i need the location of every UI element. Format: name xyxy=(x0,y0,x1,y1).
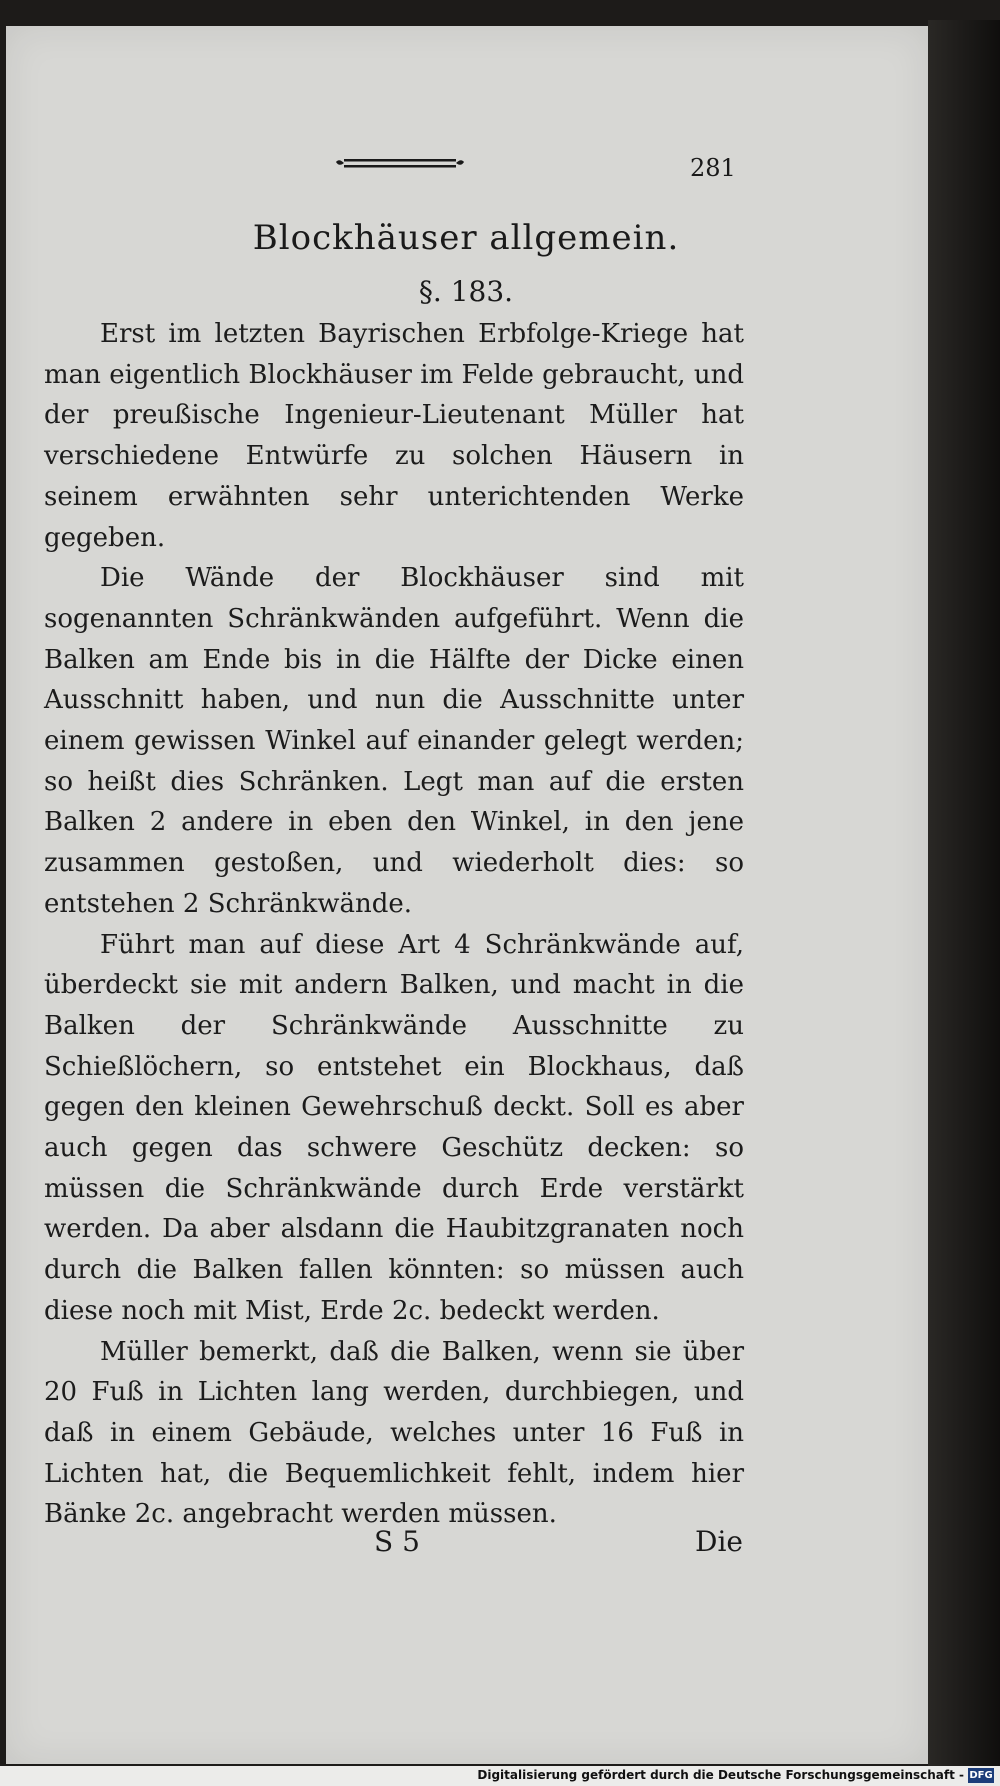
paragraph-3: Führt man auf diese Art 4 Schränkwände auf, überdeckt sie mit andern Balken, und macht in die Balken der Schränkwände Ausschnitte zu Schießlöchern, so entstehet ein Blockhaus, daß gegen den kleinen Gewehrschuß deckt. Soll es aber auch gegen das schwere Geschütz decken: so müssen die Schränkwände durch Erde verstärkt werden. Da aber alsdann die Haubitzgranaten noch durch die Balken fallen könnten: so müssen auch diese noch mit Mist, Erde 2c. bedeckt werden. xyxy=(44,929,744,1326)
ornament-rule-icon xyxy=(334,153,466,173)
page-heading: Blockhäuser allgemein. xyxy=(252,218,680,258)
book-page xyxy=(6,26,928,1764)
footer-credit: Digitalisierung gefördert durch die Deutsche Forschungsgemeinschaft - xyxy=(477,1768,964,1782)
signature-mark: S 5 xyxy=(374,1525,420,1558)
body-text xyxy=(44,314,744,1535)
catchword: Die xyxy=(695,1525,743,1558)
page-number: 281 xyxy=(690,154,736,182)
dfg-logo-icon: DFG xyxy=(969,1770,993,1781)
footer-bar xyxy=(0,1766,1000,1786)
paragraph-1: Erst im letzten Bayrischen Erbfolge-Kriege hat man eigentlich Blockhäuser im Felde gebraucht, und der preußische Ingenieur-Lieutenant Müller hat verschiedene Entwürfe zu solchen Häusern in seinem erwähnten sehr unterichtenden Werke gegeben. xyxy=(44,319,744,553)
paragraph-2: Die Wände der Blockhäuser sind mit sogenannten Schränkwänden aufgeführt. Wenn die Balken am Ende bis in die Hälfte der Dicke einen Ausschnitt haben, und nun die Ausschnitte unter einem gewissen Winkel auf einander gelegt werden; so heißt dies Schränken. Legt man auf die ersten Balken 2 andere in eben den Winkel, in den jene zusammen gestoßen, und wiederholt dies: so entstehen 2 Schränkwände. xyxy=(44,563,744,919)
paragraph-4: Müller bemerkt, daß die Balken, wenn sie über 20 Fuß in Lichten lang werden, durchbiegen, und daß in einem Gebäude, welches unter 16 Fuß in Lichten hat, die Bequemlichkeit fehlt, indem hier Bänke 2c. angebracht werden müssen. xyxy=(44,1336,744,1530)
book-edge xyxy=(928,20,1000,1770)
section-number: §. 183. xyxy=(418,275,514,308)
